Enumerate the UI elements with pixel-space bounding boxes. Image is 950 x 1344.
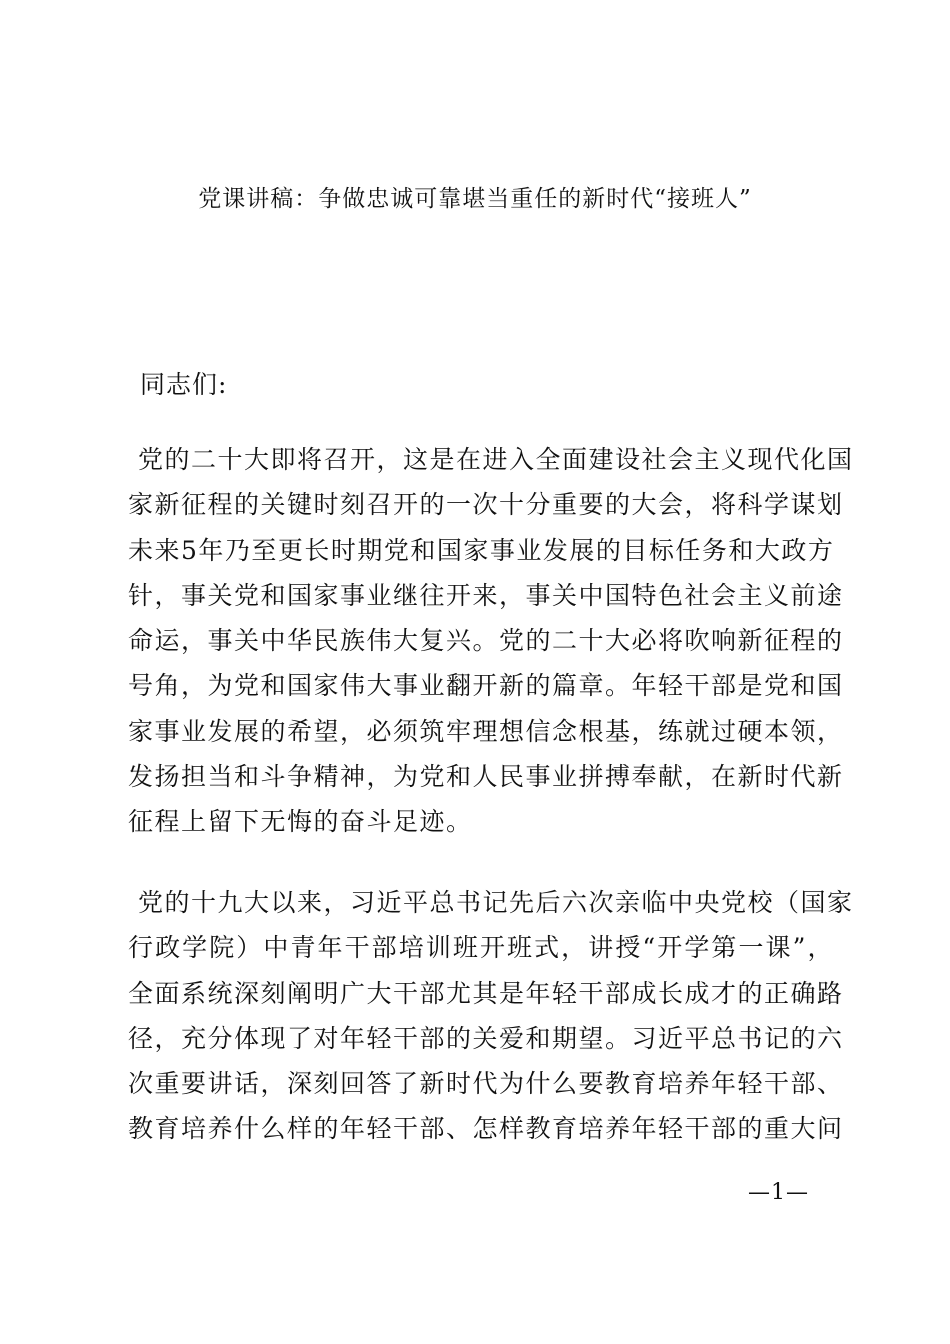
- paragraph-line: 未来5年乃至更长时期党和国家事业发展的目标任务和大政方: [128, 535, 835, 565]
- paragraph-line: 次重要讲话，深刻回答了新时代为什么要教育培养年轻干部、: [128, 1069, 844, 1099]
- paragraph-line: 党的二十大即将召开，这是在进入全面建设社会主义现代化国: [138, 445, 854, 474]
- document-title: 党课讲稿：争做忠诚可靠堪当重任的新时代“接班人”: [198, 186, 752, 212]
- paragraph-line: 征程上留下无悔的奋斗足迹。: [128, 807, 473, 837]
- paragraph-line: 命运，事关中华民族伟大复兴。党的二十大必将吹响新征程的: [128, 626, 844, 656]
- paragraph-line: 针，事关党和国家事业继往开来，事关中国特色社会主义前途: [128, 580, 844, 610]
- paragraph-line: 行政学院）中青年干部培训班开班式，讲授“开学第一课”，: [128, 933, 834, 963]
- page-number: —1—: [748, 1180, 809, 1205]
- salutation: 同志们:: [140, 370, 228, 399]
- paragraph-line: 径，充分体现了对年轻干部的关爱和期望。习近平总书记的六: [128, 1023, 844, 1053]
- paragraph-line: 家新征程的关键时刻召开的一次十分重要的大会，将科学谋划: [128, 490, 844, 520]
- paragraph-line: 党的十九大以来，习近平总书记先后六次亲临中央党校（国家: [138, 888, 854, 917]
- paragraph-2: [128, 880, 854, 1152]
- paragraph-1: [128, 437, 854, 845]
- paragraph-line: 全面系统深刻阐明广大干部尤其是年轻干部成长成才的正确路: [128, 978, 844, 1008]
- paragraph-line: 家事业发展的希望，必须筑牢理想信念根基，练就过硬本领，: [128, 716, 844, 746]
- paragraph-line: 发扬担当和斗争精神，为党和人民事业拼搏奉献，在新时代新: [128, 762, 844, 792]
- paragraph-line: 号角，为党和国家伟大事业翻开新的篇章。年轻干部是党和国: [128, 671, 844, 701]
- paragraph-line: 教育培养什么样的年轻干部、怎样教育培养年轻干部的重大问: [128, 1114, 844, 1144]
